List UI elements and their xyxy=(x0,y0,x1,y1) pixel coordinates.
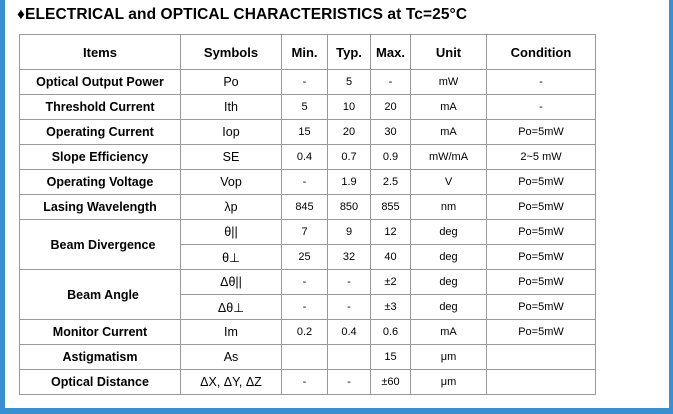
item-cell: Operating Current xyxy=(20,120,181,145)
item-cell: Threshold Current xyxy=(20,95,181,120)
typ-cell: 9 xyxy=(328,220,371,245)
typ-cell: 0.4 xyxy=(328,320,371,345)
bottom-border xyxy=(0,408,673,414)
min-cell: 0.4 xyxy=(282,145,328,170)
min-cell: - xyxy=(282,170,328,195)
typ-cell: 5 xyxy=(328,70,371,95)
typ-cell: - xyxy=(328,295,371,320)
max-cell: 30 xyxy=(371,120,411,145)
table-row xyxy=(20,70,596,95)
min-cell: 25 xyxy=(282,245,328,270)
min-cell: - xyxy=(282,295,328,320)
symbol-cell: SE xyxy=(181,145,282,170)
condition-cell: Po=5mW xyxy=(487,295,596,320)
typ-cell: 850 xyxy=(328,195,371,220)
table-row xyxy=(20,170,596,195)
typ-cell: - xyxy=(328,370,371,395)
min-cell: - xyxy=(282,70,328,95)
symbol-cell: Δθ|| xyxy=(181,270,282,295)
symbol-cell: Iop xyxy=(181,120,282,145)
max-cell: ±60 xyxy=(371,370,411,395)
table-row xyxy=(20,370,596,395)
typ-cell xyxy=(328,345,371,370)
min-cell: 0.2 xyxy=(282,320,328,345)
table-row xyxy=(20,195,596,220)
max-cell: 12 xyxy=(371,220,411,245)
table-row xyxy=(20,120,596,145)
spec-panel xyxy=(5,0,669,410)
item-cell: Astigmatism xyxy=(20,345,181,370)
max-cell: - xyxy=(371,70,411,95)
symbol-cell: Δθ⊥ xyxy=(181,295,282,320)
condition-cell: Po=5mW xyxy=(487,120,596,145)
max-cell: 2.5 xyxy=(371,170,411,195)
item-cell: Lasing Wavelength xyxy=(20,195,181,220)
max-cell: ±3 xyxy=(371,295,411,320)
symbol-cell: Po xyxy=(181,70,282,95)
unit-cell: deg xyxy=(411,270,487,295)
item-cell: Slope Efficiency xyxy=(20,145,181,170)
condition-cell: Po=5mW xyxy=(487,220,596,245)
max-cell: 855 xyxy=(371,195,411,220)
min-cell xyxy=(282,345,328,370)
item-cell: Operating Voltage xyxy=(20,170,181,195)
condition-cell: Po=5mW xyxy=(487,170,596,195)
max-cell: 20 xyxy=(371,95,411,120)
unit-cell: deg xyxy=(411,295,487,320)
unit-cell: V xyxy=(411,170,487,195)
unit-cell: μm xyxy=(411,370,487,395)
max-cell: 0.6 xyxy=(371,320,411,345)
max-cell: ±2 xyxy=(371,270,411,295)
unit-cell: mW xyxy=(411,70,487,95)
symbol-cell: λp xyxy=(181,195,282,220)
item-cell: Monitor Current xyxy=(20,320,181,345)
condition-cell: Po=5mW xyxy=(487,195,596,220)
col-header-symbols: Symbols xyxy=(181,35,282,70)
condition-cell: - xyxy=(487,95,596,120)
unit-cell: deg xyxy=(411,220,487,245)
symbol-cell: θ⊥ xyxy=(181,245,282,270)
unit-cell: mW/mA xyxy=(411,145,487,170)
typ-cell: - xyxy=(328,270,371,295)
unit-cell: mA xyxy=(411,320,487,345)
table-row xyxy=(20,320,596,345)
condition-cell xyxy=(487,345,596,370)
col-header-items: Items xyxy=(20,35,181,70)
unit-cell: mA xyxy=(411,95,487,120)
min-cell: 845 xyxy=(282,195,328,220)
symbol-cell: Vop xyxy=(181,170,282,195)
typ-cell: 0.7 xyxy=(328,145,371,170)
col-header-max: Max. xyxy=(371,35,411,70)
typ-cell: 32 xyxy=(328,245,371,270)
unit-cell: μm xyxy=(411,345,487,370)
table-row xyxy=(20,220,596,245)
max-cell: 15 xyxy=(371,345,411,370)
table-row xyxy=(20,95,596,120)
condition-cell: Po=5mW xyxy=(487,245,596,270)
symbol-cell: Ith xyxy=(181,95,282,120)
condition-cell xyxy=(487,370,596,395)
max-cell: 0.9 xyxy=(371,145,411,170)
symbol-cell: As xyxy=(181,345,282,370)
condition-cell: - xyxy=(487,70,596,95)
table-row xyxy=(20,270,596,295)
min-cell: 5 xyxy=(282,95,328,120)
condition-cell: Po=5mW xyxy=(487,270,596,295)
item-cell-beam-angle: Beam Angle xyxy=(20,270,181,320)
unit-cell: mA xyxy=(411,120,487,145)
item-cell-beam-divergence: Beam Divergence xyxy=(20,220,181,270)
unit-cell: nm xyxy=(411,195,487,220)
characteristics-table xyxy=(19,34,596,395)
min-cell: - xyxy=(282,270,328,295)
typ-cell: 20 xyxy=(328,120,371,145)
min-cell: 15 xyxy=(282,120,328,145)
item-cell: Optical Output Power xyxy=(20,70,181,95)
col-header-typ: Typ. xyxy=(328,35,371,70)
symbol-cell: θ|| xyxy=(181,220,282,245)
col-header-unit: Unit xyxy=(411,35,487,70)
header-row xyxy=(20,35,596,70)
condition-cell: Po=5mW xyxy=(487,320,596,345)
section-title: ♦ELECTRICAL and OPTICAL CHARACTERISTICS at Tc=25°C xyxy=(17,6,468,23)
typ-cell: 1.9 xyxy=(328,170,371,195)
table-row xyxy=(20,145,596,170)
symbol-cell: Im xyxy=(181,320,282,345)
condition-cell: 2~5 mW xyxy=(487,145,596,170)
table-row xyxy=(20,345,596,370)
min-cell: 7 xyxy=(282,220,328,245)
typ-cell: 10 xyxy=(328,95,371,120)
max-cell: 40 xyxy=(371,245,411,270)
symbol-cell: ΔX, ΔY, ΔZ xyxy=(181,370,282,395)
item-cell: Optical Distance xyxy=(20,370,181,395)
col-header-min: Min. xyxy=(282,35,328,70)
min-cell: - xyxy=(282,370,328,395)
col-header-condition: Condition xyxy=(487,35,596,70)
unit-cell: deg xyxy=(411,245,487,270)
